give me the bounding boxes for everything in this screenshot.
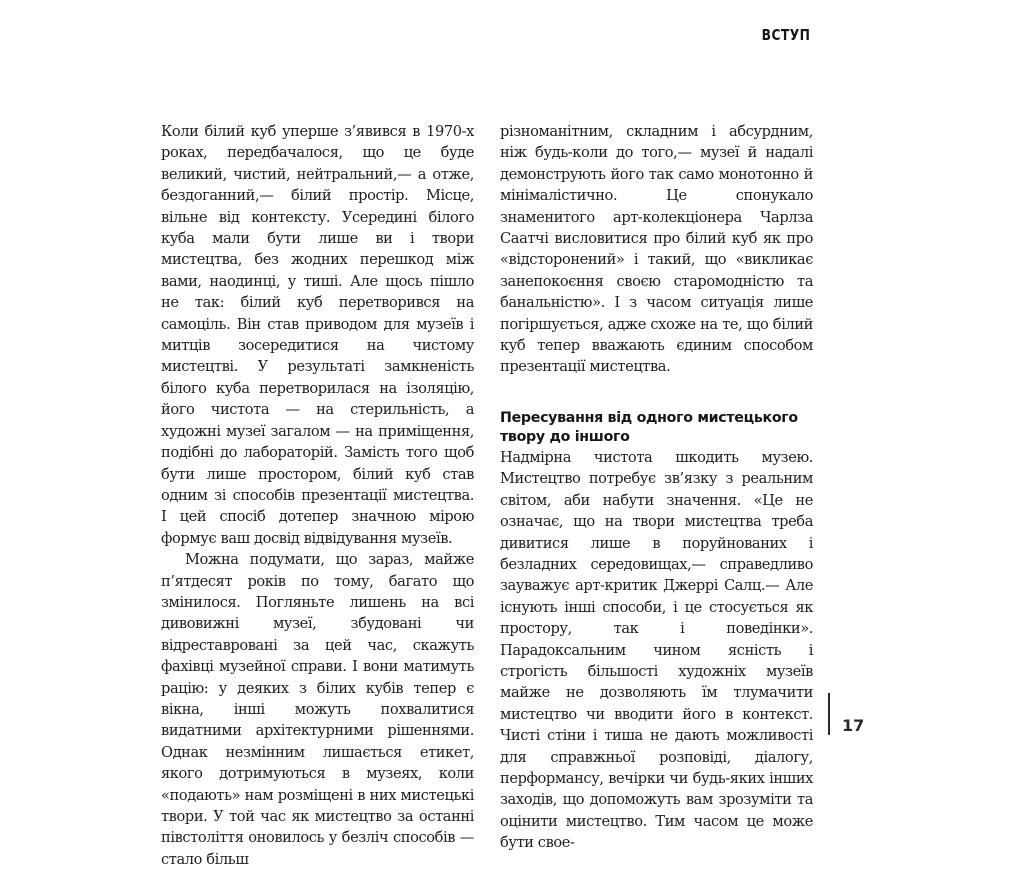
left-column — [161, 121, 474, 870]
body-paragraph-1: Коли білий куб уперше з’явився в 1970-х роках, передбачалося, що це буде великий, чистий, нейтральний,— а отже, бездоганний,— білий простір. Місце, вільне від контексту. Усередині білого куба мали бути лише ви і твори мистецтва, без жодних перешкод між вами, наодинці, у тиші. Але щось пішло не так: білий куб перетворився на самоціль. Він став приводом для музеїв і митців зосередитися на чистому мистецтві. У результаті замкненість білого куба перетворилася на ізоляцію, його чистота — на стерильність, а художні музеї загалом — на приміщення, подібні до лабораторій. Замість того щоб бути лише простором, білий куб став одним зі способів презентації мистецтва. І цей спосіб дотепер значною мірою формує ваш досвід відвідування музеїв. — [161, 123, 474, 547]
page-number: 17 — [842, 716, 865, 735]
right-column — [500, 121, 813, 854]
page-number-rule — [828, 693, 830, 735]
body-paragraph-3: Надмірна чистота шкодить музею. Мистецтво потребує зв’язку з реальним світом, аби набути значення. «Це не означає, що на твори мистецтва треба дивитися лише в поруйнованих і безладних середовищах,— справедливо зауважує арт-критик Джеррі Салц.— Але існують інші способи, і це стосується як простору, так і поведінки». Парадоксальним чином ясність і строгість більшості художніх музеїв майже не дозволяють їм тлумачити мистецтво чи вводити його в контекст. Чисті стіни і тиша не дають можливості для справжньої розповіді, діалогу, перформансу, вечірки чи будь-яких інших заходів, що допоможуть вам зрозуміти та оцінити мистецтво. Тим часом це може бути свое- — [500, 448, 813, 852]
section-heading: Пересування від одного мистецького твору до іншого — [500, 409, 798, 445]
body-paragraph-continued: різноманітним, складним і абсурдним, ніж будь-коли до того,— музеї й надалі демонструють його так само монотонно й мінімалістично. Це спонукало знаменитого арт-колекціонера Чарлза Саатчі висловитися про білий куб як про «відсторонений» і такий, що «викликає занепокоєння своєю старомодністю та банальністю». І з часом ситуація лише погіршується, адже схоже на те, що білий куб тепер вважають єдиним способом презентації мистецтва. — [500, 123, 813, 376]
running-head: ВСТУП — [761, 26, 810, 44]
body-paragraph-2: Можна подумати, що зараз, майже п’ятдесят років по тому, багато що змінилося. Погляньте лишень на всі дивовижні музеї, збудовані чи відреставровані за цей час, скажуть фахівці музейної справи. І вони матимуть рацію: у деяких з білих кубів тепер є вікна, інші можуть похвалитися видатними архітектурними рішеннями. Однак незмінним лишається етикет, якого дотримуються в музеях, коли «подають» нам розміщені в них мистецькі твори. У той час як мистецтво за останні півстоліття оновилось у безліч способів — стало більш — [161, 551, 474, 868]
